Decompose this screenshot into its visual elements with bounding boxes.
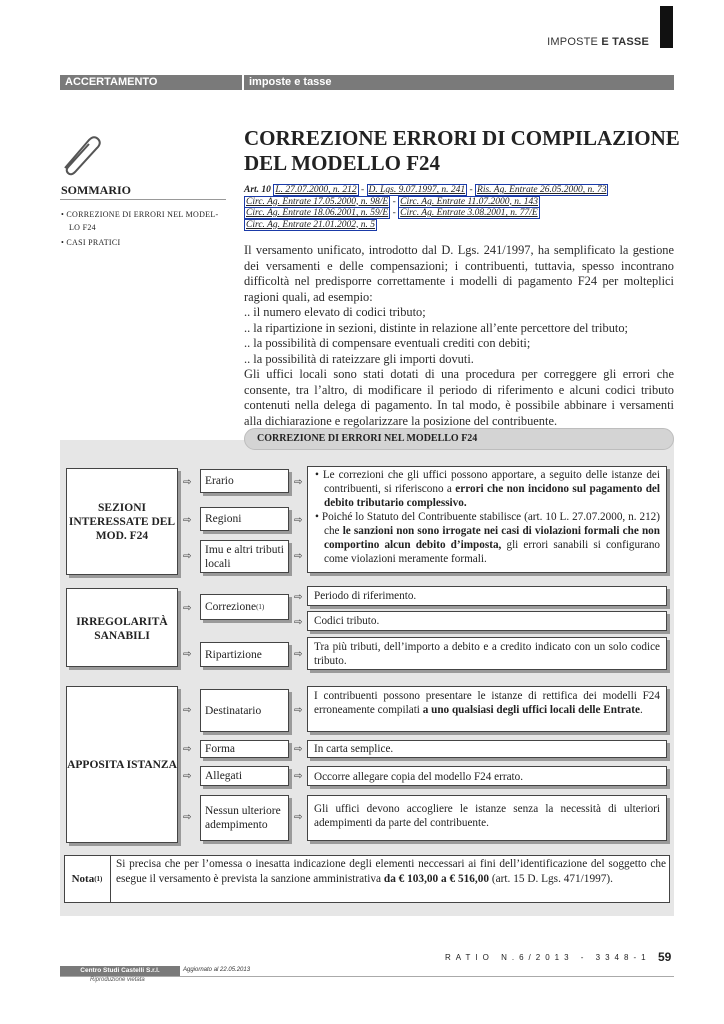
ref-link-circ-143[interactable]: Circ. Ag. Entrate 11.07.2000, n. 143 [400, 196, 538, 207]
footer-ratio: RATIO N.6/2013 - 3348-1 [445, 953, 651, 962]
box-correzione: Correzione (1) [200, 594, 289, 620]
arrow-icon: ⇨ [183, 603, 192, 614]
arrow-icon: ⇨ [294, 771, 303, 782]
ref-link-circ-59[interactable]: Circ. Ag. Entrate 18.06.2001, n. 59/E [246, 208, 389, 218]
intro-bullet-3: .. la possibilità di compensare eventuali crediti con debiti; [244, 336, 531, 350]
ref-link-circ-5[interactable]: Circ. Ag. Entrate 21.01.2002, n. 5 [246, 219, 376, 230]
sommario-item-2[interactable]: • CASI PRATICI [61, 238, 121, 247]
page-number: 59 [658, 950, 672, 964]
label-sezioni-interessate: SEZIONI INTERESSATE DEL MOD. F24 [66, 468, 178, 575]
intro-bullet-2: .. la ripartizione in sezioni, distinte in relazione all’ente percettore del tributo; [244, 320, 628, 335]
ref-link-dlgs-241[interactable]: D. Lgs. 9.07.1997, n. 241 [368, 185, 466, 195]
header-black-bar [660, 6, 673, 48]
box-nessun-adempimento-text: Gli uffici devono accogliere le istanze senza la necessità di ulteriori adempimenti da parte del contribuente. [307, 795, 667, 841]
sezioni-note-2: • Poiché lo Statuto del Contribuente stabilisce (art. 10 L. 27.07.2000, n. 212) che le sanzioni non sono irrogate nei casi di violazioni formali che non comportino alcun debito d’imposta, gli errori sanabili si configurano come violazioni meramente formali. [315, 511, 661, 565]
box-allegati: Allegati [200, 766, 289, 786]
ref-art: Art. 10 [244, 185, 271, 195]
intro-bullet-4: .. la possibilità di rateizzare gli importi dovuti. [244, 351, 474, 366]
arrow-icon: ⇨ [294, 649, 303, 660]
sommario-item-1[interactable]: • CORREZIONE DI ERRORI NEL MODEL- [61, 210, 219, 219]
sommario-list [61, 208, 227, 249]
arrow-icon: ⇨ [183, 705, 192, 716]
box-ripartizione: Ripartizione [200, 642, 289, 667]
legal-references: Art. 10 L. 27.07.2000, n. 212 - D. Lgs. 9.07.1997, n. 241 - Ris. Ag. Entrate 26.05.2000, n. 73 Circ. Ag. Entrate 17.05.2000, n. 98/E - Circ. Ag. Entrate 11.07.2000, n. 143 Circ. Ag. Entrate 18.06.2001, n. 59/E - Circ. Ag. Entrate 3.08.2001, n. 77/E Circ. Ag. Entrate 21.01.2002, n. 5 [244, 185, 607, 230]
section-label-plain: IMPOSTE [547, 36, 602, 48]
arrow-icon: ⇨ [183, 812, 192, 823]
box-regioni: Regioni [200, 507, 289, 531]
tag-imposte-tasse: imposte e tasse [244, 75, 674, 90]
box-forma: Forma [200, 740, 289, 758]
intro-text [244, 243, 674, 429]
updated-date: Aggiornato al 22.05.2013 [183, 967, 251, 973]
ref-link-circ-98[interactable]: Circ. Ag. Entrate 17.05.2000, n. 98/E [246, 196, 389, 207]
box-tra-piu-tributi: Tra più tributi, dell’importo a debito e a credito indicato con un solo codice tributo. [307, 637, 667, 670]
label-apposita-istanza: APPOSITA ISTANZA [66, 686, 178, 843]
box-periodo: Periodo di riferimento. [307, 586, 667, 606]
arrow-icon: ⇨ [294, 744, 303, 755]
section-label [547, 36, 649, 48]
sezioni-note-1: • Le correzioni che gli uffici possono apportare, a seguito delle istanze dei contribuenti, si riferiscono a errori che non incidono sul pagamento del debito tributario complessivo. [315, 469, 660, 509]
arrow-icon: ⇨ [294, 705, 303, 716]
footer-divider [60, 976, 674, 977]
arrow-icon: ⇨ [183, 649, 192, 660]
box-destinatario: Destinatario [200, 689, 289, 732]
arrow-icon: ⇨ [294, 515, 303, 526]
arrow-icon: ⇨ [294, 617, 303, 628]
arrow-icon: ⇨ [294, 477, 303, 488]
arrow-icon: ⇨ [183, 551, 192, 562]
box-nessun-adempimento: Nessun ulteriore adempimento [200, 795, 289, 841]
box-destinatario-text: I contribuenti possono presentare le istanze di rettifica dei modelli F24 erroneamente compilati a uno qualsiasi degli uffici locali delle Entrate. [307, 686, 667, 732]
intro-bullet-1: .. il numero elevato di codici tributo; [244, 305, 426, 319]
title-line-2: DEL MODELLO F24 [244, 151, 441, 175]
intro-paragraph-2: Gli uffici locali sono stati dotati di una procedura per correggere gli errori che consente, tra l’altro, di modificare il periodo di riferimento e alcuni codici tributo contenuti nella delega di pagamento. In tal modo, è possibile abbinare i versamenti alla dichiarazione e regolarizzare la posizione del contribuente. [244, 367, 674, 428]
box-erario: Erario [200, 469, 289, 493]
box-sezioni-notes [307, 466, 667, 573]
label-irregolarita: IRREGOLARITÀ SANABILI [66, 588, 178, 667]
ref-link-l-212[interactable]: L. 27.07.2000, n. 212 [275, 185, 357, 195]
nota-text: Si precisa che per l’omessa o inesatta indicazione degli elementi neccessari ai fini dell’identificazione del soggetto che esegue il versamento è prevista la sanzione amministrativa da € 103,00 a € 516,00 (art. 15 D. Lgs. 471/1997). [116, 858, 666, 885]
arrow-icon: ⇨ [294, 592, 303, 603]
arrow-icon: ⇨ [183, 771, 192, 782]
intro-paragraph-1: Il versamento unificato, introdotto dal D. Lgs. 241/1997, ha semplificato la gestione dei versamenti e delle compensazioni; i contribuenti, tuttavia, spesso incontrano difficoltà nel predisporre correttamente i modelli di pagamento F24 per molteplici ragioni quali, ad esempio: [244, 243, 674, 304]
box-imu: Imu e altri tributi locali [200, 540, 289, 573]
tag-accertamento: ACCERTAMENTO [60, 75, 242, 90]
article-title [244, 126, 684, 176]
arrow-icon: ⇨ [183, 477, 192, 488]
publisher-label: Centro Studi Castelli S.r.l. [60, 966, 180, 976]
reproduction-notice: Riproduzione vietata [90, 977, 145, 983]
section-label-bold: E TASSE [601, 36, 649, 48]
ref-link-ris-73[interactable]: Ris. Ag. Entrate 26.05.2000, n. 73 [477, 185, 607, 195]
diagram-title: CORREZIONE DI ERRORI NEL MODELLO F24 [244, 428, 674, 450]
title-line-1: CORREZIONE ERRORI DI COMPILAZIONE [244, 126, 680, 150]
box-allegati-text: Occorre allegare copia del modello F24 errato. [307, 766, 667, 786]
sommario-heading: SOMMARIO [61, 183, 131, 197]
ref-link-circ-77[interactable]: Circ. Ag. Entrate 3.08.2001, n. 77/E [400, 208, 538, 218]
arrow-icon: ⇨ [183, 744, 192, 755]
arrow-icon: ⇨ [294, 812, 303, 823]
paperclip-icon [55, 128, 105, 178]
nota-label: Nota (1) [64, 855, 111, 903]
box-codici: Codici tributo. [307, 611, 667, 631]
sommario-divider [60, 199, 226, 200]
sommario-item-1-cont[interactable]: LO F24 [69, 223, 96, 232]
box-forma-text: In carta semplice. [307, 740, 667, 758]
arrow-icon: ⇨ [294, 551, 303, 562]
arrow-icon: ⇨ [183, 515, 192, 526]
